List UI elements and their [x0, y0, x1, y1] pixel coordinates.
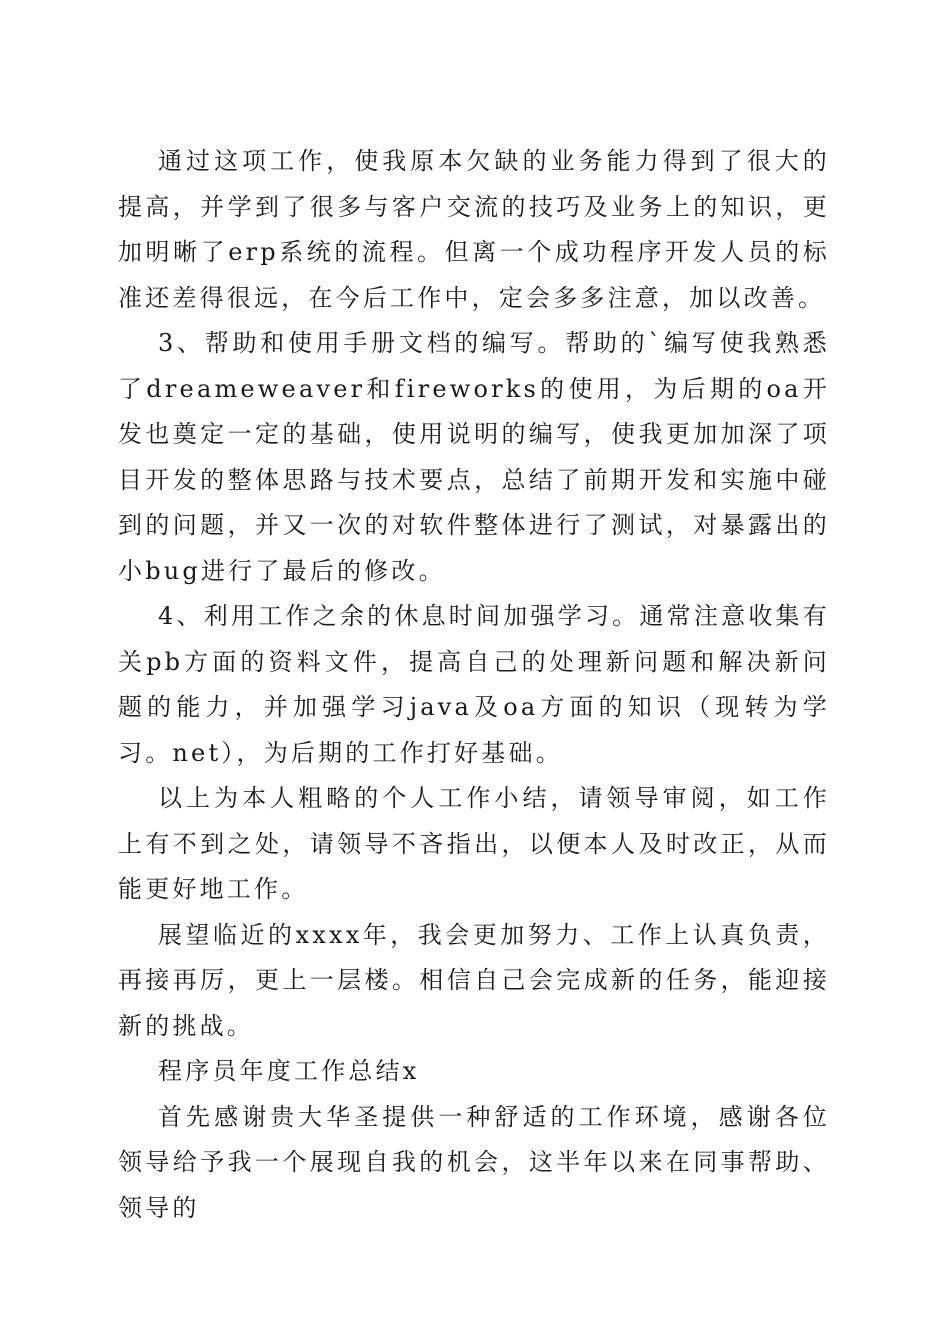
paragraph-outlook: 展望临近的xxxx年，我会更加努力、工作上认真负责，再接再厉，更上一层楼。相信自己会完成新的任务，能迎接新的挑战。	[118, 920, 830, 1040]
paragraph-work-summary: 通过这项工作，使我原本欠缺的业务能力得到了很大的提高，并学到了很多与客户交流的技巧及业务上的知识，更加明晰了erp系统的流程。但离一个成功程序开发人员的标准还差得很远，在今后工作中，定会多多注意，加以改善。	[118, 147, 830, 312]
paragraph-item-4-study: 4、利用工作之余的休息时间加强学习。通常注意收集有关pb方面的资料文件，提高自己的处理新问题和解决新问题的能力，并加强学习java及oa方面的知识（现转为学习。net），为后期的工作打好基础。	[118, 602, 830, 767]
section-title: 程序员年度工作总结x	[158, 1057, 420, 1085]
paragraph-conclusion: 以上为本人粗略的个人工作小结，请领导审阅，如工作上有不到之处，请领导不吝指出，以便本人及时改正，从而能更好地工作。	[118, 784, 830, 903]
document-body	[118, 139, 830, 1231]
paragraph-item-3-manual-docs: 3、帮助和使用手册文档的编写。帮助的`编写使我熟悉了dreameweaver和fireworks的使用，为后期的oa开发也奠定一定的基础，使用说明的编写，使我更加加深了项目开发的整体思路与技术要点，总结了前期开发和实施中碰到的问题，并又一次的对软件整体进行了测试，对暴露出的小bug进行了最后的修改。	[118, 329, 830, 585]
paragraph-thanks: 首先感谢贵大华圣提供一种舒适的工作环境，感谢各位领导给予我一个展现自我的机会，这半年以来在同事帮助、领导的	[118, 1102, 830, 1222]
